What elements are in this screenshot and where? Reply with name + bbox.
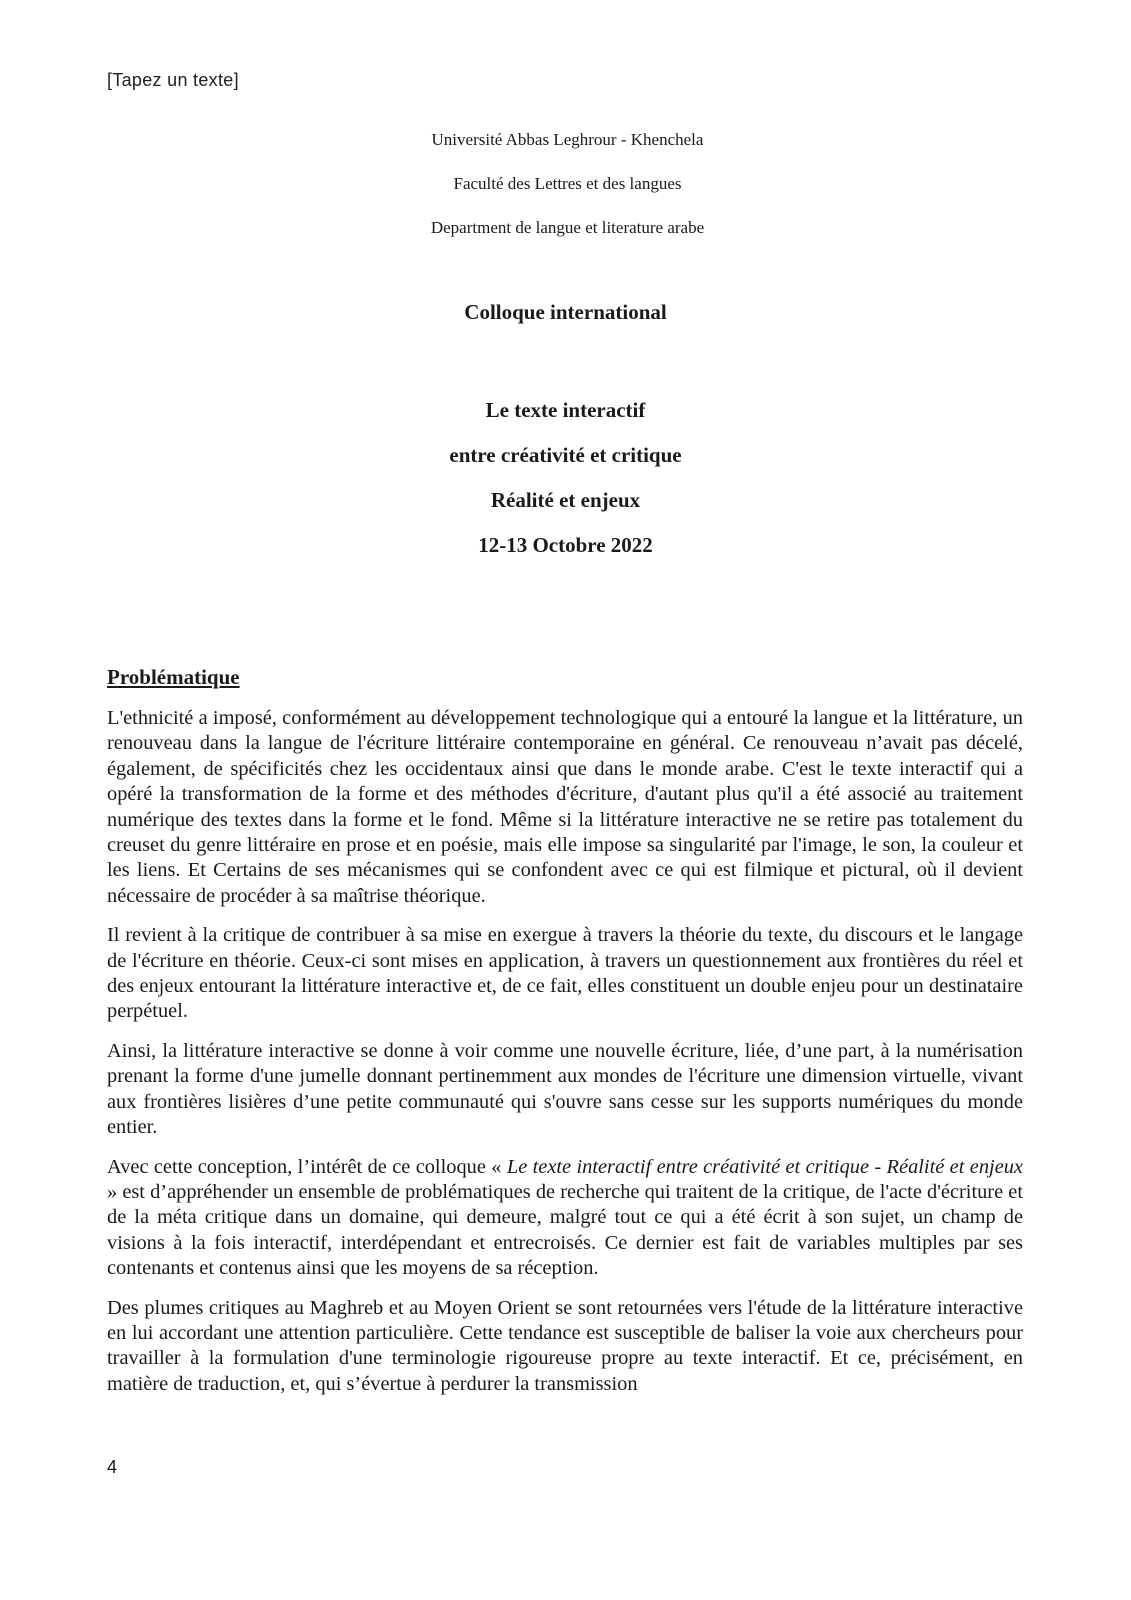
- event-title-block: [0, 388, 1131, 568]
- paragraph-3: Ainsi, la littérature interactive se donne à voir comme une nouvelle écriture, liée, d’une part, à la numérisation prenant la forme d'une jumelle donnant pertinemment aux mondes de l'écriture une dimension virtuelle, vivant aux frontières lisières d’une petite communauté qui s'ouvre sans cesse sur les supports numériques du monde entier.: [107, 1039, 1023, 1139]
- university-name: Université Abbas Leghrour - Khenchela: [431, 130, 704, 149]
- faculty-name: Faculté des Lettres et des langues: [453, 174, 682, 193]
- paragraph-4-colloque-title: Le texte interactif entre créativité et critique - Réalité et enjeux: [506, 1155, 1023, 1178]
- page-number: 4: [107, 1457, 118, 1477]
- event-subtitle: Réalité et enjeux: [490, 488, 641, 512]
- event-dates: 12-13 Octobre 2022: [478, 533, 653, 557]
- problematique-body: [107, 706, 1023, 1411]
- department-name: Department de langue et literature arabe: [430, 218, 705, 237]
- paragraph-4-rest: » est d’appréhender un ensemble de problématiques de recherche qui traitent de la critique, de l'acte d'écriture et de la méta critique dans un domaine, qui demeure, malgré tout ce qui a été écrit à son sujet, un champ de visions à la fois interactif, interdépendant et entrecroisés. Ce dernier est fait de variables multiples par ses contenants et contenus ainsi que les moyens de sa réception.: [107, 1180, 1023, 1280]
- event-label: Colloque international: [464, 300, 667, 324]
- paragraph-1: L'ethnicité a imposé, conformément au développement technologique qui a entouré la langue et la littérature, un renouveau dans la langue de l'écriture littéraire contemporaine en général. Ce renouveau n’avait pas décelé, également, de spécificités chez les occidentaux ainsi que dans le monde arabe. C'est le texte interactif qui a opéré la transformation de la forme et des méthodes d'écriture, d'autant plus qu'il a été associé au traitement numérique des textes dans la forme et le fond. Même si la littérature interactive ne se retire pas totalement du creuset du genre littéraire en prose et en poésie, mais elle impose sa singularité par l'image, le son, la couleur et les liens. Et Certains de ses mécanismes qui se confondent avec ce qui est filmique et pictural, où il devient nécessaire de procéder à sa maîtrise théorique.: [107, 707, 1023, 907]
- paragraph-4: [107, 1155, 1023, 1282]
- header-placeholder-text: [Tapez un texte]: [107, 70, 239, 90]
- section-heading-problematique: Problématique: [107, 665, 240, 689]
- paragraph-4-intro: Avec cette conception, l’intérêt de ce colloque «: [107, 1155, 507, 1178]
- paragraph-5: Des plumes critiques au Maghreb et au Moyen Orient se sont retournées vers l'étude de la littérature interactive en lui accordant une attention particulière. Cette tendance est susceptible de baliser la voie aux chercheurs pour travailler à la formulation d'une terminologie rigoureuse propre au texte interactif. Et ce, précisément, en matière de traduction, et, qui s’évertue à perdurer la transmission: [107, 1296, 1023, 1395]
- event-title-line2: entre créativité et critique: [449, 443, 682, 467]
- institution-block: [0, 118, 1131, 250]
- event-title-line1: Le texte interactif: [485, 398, 646, 422]
- paragraph-2: Il revient à la critique de contribuer à sa mise en exergue à travers la théorie du texte, du discours et le langage de l'écriture en théorie. Ceux-ci sont mises en application, à travers un questionnement aux frontières du réel et des enjeux entourant la littérature interactive et, de ce fait, elles constituent un double enjeu pour un destinataire perpétuel.: [107, 924, 1023, 1023]
